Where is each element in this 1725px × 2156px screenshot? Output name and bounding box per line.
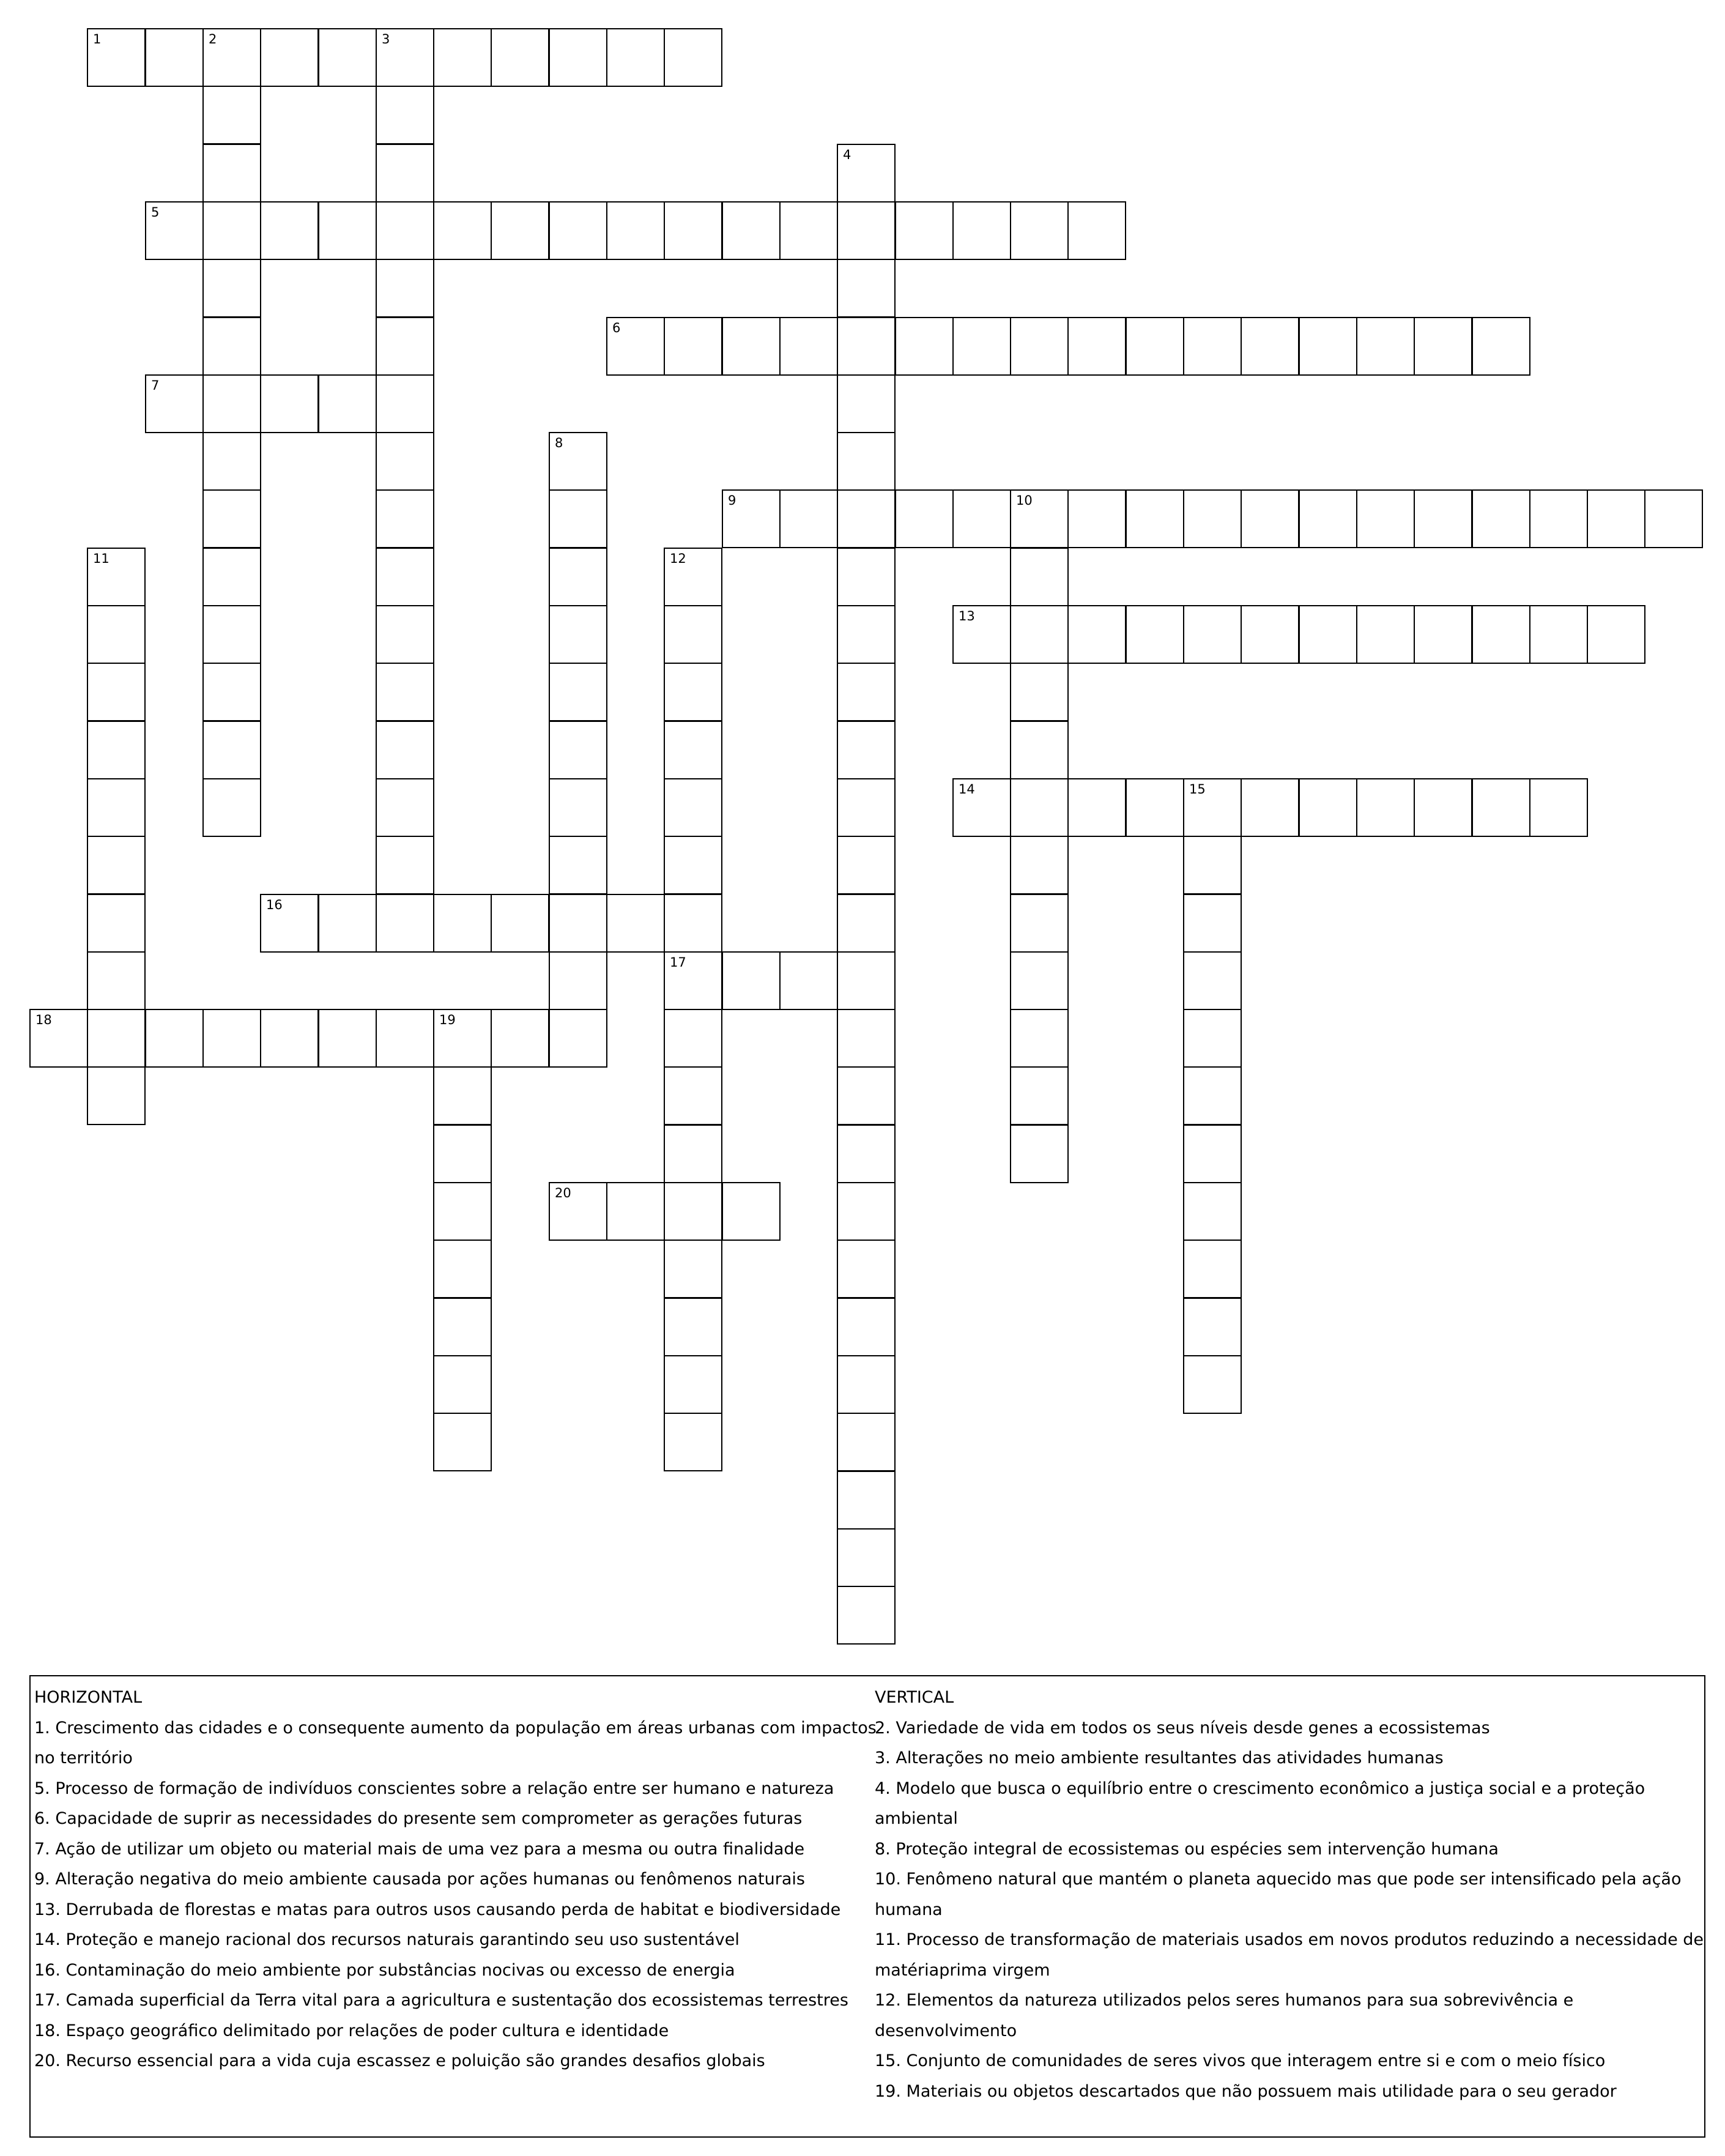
grid-cell[interactable] <box>1356 489 1415 548</box>
grid-cell[interactable] <box>952 778 1011 837</box>
grid-cell[interactable] <box>29 1009 88 1068</box>
clue-number: 6 <box>612 321 621 335</box>
grid-cell[interactable] <box>1529 489 1588 548</box>
across-clue-line: no território <box>34 1749 133 1768</box>
grid-cell[interactable] <box>433 1413 492 1471</box>
grid-cell[interactable] <box>1010 778 1069 837</box>
grid-cell[interactable] <box>837 317 896 376</box>
grid-cell[interactable] <box>87 721 146 779</box>
grid-cell[interactable] <box>145 28 204 87</box>
grid-cell[interactable] <box>779 489 838 548</box>
grid-cell[interactable] <box>664 1182 722 1241</box>
clue-panel <box>29 1675 1705 2138</box>
down-clue-line: desenvolvimento <box>875 2021 1017 2040</box>
grid-cell[interactable] <box>549 548 607 606</box>
grid-cell[interactable] <box>664 951 722 1010</box>
grid-cell[interactable] <box>1414 317 1472 376</box>
grid-cell[interactable] <box>318 1009 377 1068</box>
grid-cell[interactable] <box>895 489 954 548</box>
grid-cell[interactable] <box>491 201 549 260</box>
grid-cell[interactable] <box>1644 489 1703 548</box>
grid-cell[interactable] <box>952 489 1011 548</box>
grid-cell[interactable] <box>606 317 665 376</box>
grid-cell[interactable] <box>837 201 896 260</box>
down-clue-line: ambiental <box>875 1809 958 1828</box>
grid-cell[interactable] <box>376 548 434 606</box>
grid-cell[interactable] <box>837 894 896 953</box>
grid-cell[interactable] <box>491 894 549 953</box>
grid-cell[interactable] <box>722 201 781 260</box>
down-clue-line: 11. Processo de transformação de materiais usados em novos produtos reduzindo a necessidade de <box>875 1930 1704 1949</box>
grid-cell[interactable] <box>1241 489 1299 548</box>
grid-cell[interactable] <box>1010 489 1069 548</box>
clue-number: 2 <box>209 32 217 46</box>
grid-cell[interactable] <box>87 1066 146 1125</box>
grid-cell[interactable] <box>1299 489 1357 548</box>
grid-cell[interactable] <box>1183 317 1242 376</box>
grid-cell[interactable] <box>837 1471 896 1530</box>
clue-number: 7 <box>151 378 160 393</box>
grid-cell[interactable] <box>376 317 434 376</box>
grid-cell[interactable] <box>606 1182 665 1241</box>
grid-cell[interactable] <box>376 201 434 260</box>
grid-cell[interactable] <box>952 605 1011 664</box>
grid-cell[interactable] <box>837 432 896 491</box>
grid-cell[interactable] <box>376 721 434 779</box>
across-clue-line: 7. Ação de utilizar um objeto ou material mais de uma vez para a mesma ou outra finalidade <box>34 1839 805 1859</box>
grid-cell[interactable] <box>1126 489 1184 548</box>
grid-cell[interactable] <box>87 605 146 664</box>
grid-cell[interactable] <box>202 663 261 721</box>
clue-number: 1 <box>93 32 102 46</box>
grid-cell[interactable] <box>549 721 607 779</box>
grid-cell[interactable] <box>664 1066 722 1125</box>
grid-cell[interactable] <box>376 144 434 203</box>
clue-number: 13 <box>959 609 975 623</box>
grid-cell[interactable] <box>549 1182 607 1241</box>
grid-cell[interactable] <box>779 951 838 1010</box>
grid-cell[interactable] <box>202 86 261 144</box>
grid-cell[interactable] <box>952 201 1011 260</box>
clue-number: 20 <box>555 1186 571 1200</box>
grid-cell[interactable] <box>87 778 146 837</box>
grid-cell[interactable] <box>1010 951 1069 1010</box>
grid-cell[interactable] <box>549 432 607 491</box>
grid-cell[interactable] <box>837 605 896 664</box>
grid-cell[interactable] <box>433 1355 492 1414</box>
grid-cell[interactable] <box>1010 894 1069 953</box>
grid-cell[interactable] <box>837 1009 896 1068</box>
grid-cell[interactable] <box>87 951 146 1010</box>
grid-cell[interactable] <box>549 605 607 664</box>
grid-cell[interactable] <box>491 1009 549 1068</box>
grid-cell[interactable] <box>664 1124 722 1183</box>
grid-cell[interactable] <box>433 1124 492 1183</box>
grid-cell[interactable] <box>1183 836 1242 894</box>
grid-cell[interactable] <box>1183 1182 1242 1241</box>
grid-cell[interactable] <box>433 1009 492 1068</box>
grid-cell[interactable] <box>1183 1298 1242 1356</box>
grid-cell[interactable] <box>837 1298 896 1356</box>
grid-cell[interactable] <box>260 28 319 87</box>
grid-cell[interactable] <box>376 86 434 144</box>
grid-cell[interactable] <box>1183 605 1242 664</box>
grid-cell[interactable] <box>1010 1124 1069 1183</box>
grid-cell[interactable] <box>549 28 607 87</box>
grid-cell[interactable] <box>376 432 434 491</box>
grid-cell[interactable] <box>1472 605 1530 664</box>
grid-cell[interactable] <box>433 894 492 953</box>
grid-cell[interactable] <box>145 201 204 260</box>
across-clue-line: 9. Alteração negativa do meio ambiente causada por ações humanas ou fenômenos naturais <box>34 1870 805 1889</box>
grid-cell[interactable] <box>664 201 722 260</box>
across-clue-line: 13. Derrubada de florestas e matas para outros usos causando perda de habitat e biodiversidade <box>34 1900 841 1919</box>
grid-cell[interactable] <box>1126 605 1184 664</box>
grid-cell[interactable] <box>1472 778 1530 837</box>
grid-cell[interactable] <box>606 28 665 87</box>
grid-cell[interactable] <box>1299 778 1357 837</box>
across-clue-line: 6. Capacidade de suprir as necessidades do presente sem comprometer as gerações futuras <box>34 1809 803 1828</box>
grid-cell[interactable] <box>895 201 954 260</box>
grid-cell[interactable] <box>87 836 146 894</box>
grid-cell[interactable] <box>837 259 896 318</box>
grid-cell[interactable] <box>664 1240 722 1298</box>
grid-cell[interactable] <box>1356 605 1415 664</box>
down-clue-line: 12. Elementos da natureza utilizados pelos seres humanos para sua sobrevivência e <box>875 1991 1574 2010</box>
grid-cell[interactable] <box>779 317 838 376</box>
grid-cell[interactable] <box>318 374 377 433</box>
grid-cell[interactable] <box>1241 778 1299 837</box>
grid-cell[interactable] <box>549 663 607 721</box>
grid-cell[interactable] <box>837 1066 896 1125</box>
grid-cell[interactable] <box>837 1413 896 1471</box>
grid-cell[interactable] <box>837 548 896 606</box>
grid-cell[interactable] <box>202 548 261 606</box>
grid-cell[interactable] <box>952 317 1011 376</box>
grid-cell[interactable] <box>376 489 434 548</box>
grid-cell[interactable] <box>1183 778 1242 837</box>
grid-cell[interactable] <box>318 28 377 87</box>
grid-cell[interactable] <box>549 489 607 548</box>
grid-cell[interactable] <box>549 836 607 894</box>
grid-cell[interactable] <box>1587 605 1645 664</box>
grid-cell[interactable] <box>145 374 204 433</box>
grid-cell[interactable] <box>202 432 261 491</box>
grid-cell[interactable] <box>87 1009 146 1068</box>
grid-cell[interactable] <box>549 894 607 953</box>
across-clue-line: 14. Proteção e manejo racional dos recursos naturais garantindo seu uso sustentável <box>34 1930 740 1949</box>
grid-cell[interactable] <box>606 201 665 260</box>
grid-cell[interactable] <box>1472 489 1530 548</box>
grid-cell[interactable] <box>722 951 781 1010</box>
grid-cell[interactable] <box>202 144 261 203</box>
grid-cell[interactable] <box>549 951 607 1010</box>
grid-cell[interactable] <box>779 201 838 260</box>
grid-cell[interactable] <box>664 1298 722 1356</box>
grid-cell[interactable] <box>837 1182 896 1241</box>
grid-cell[interactable] <box>549 201 607 260</box>
grid-cell[interactable] <box>433 201 492 260</box>
grid-cell[interactable] <box>1299 317 1357 376</box>
grid-cell[interactable] <box>1010 605 1069 664</box>
grid-cell[interactable] <box>1183 1355 1242 1414</box>
grid-cell[interactable] <box>202 317 261 376</box>
grid-cell[interactable] <box>837 951 896 1010</box>
grid-cell[interactable] <box>1241 317 1299 376</box>
grid-cell[interactable] <box>1183 894 1242 953</box>
grid-cell[interactable] <box>722 1182 781 1241</box>
across-clue-line: 5. Processo de formação de indivíduos conscientes sobre a relação entre ser humano e natureza <box>34 1779 834 1798</box>
grid-cell[interactable] <box>202 259 261 318</box>
grid-cell[interactable] <box>1356 317 1415 376</box>
grid-cell[interactable] <box>549 778 607 837</box>
grid-cell[interactable] <box>87 28 146 87</box>
grid-cell[interactable] <box>1010 1009 1069 1068</box>
grid-cell[interactable] <box>1183 951 1242 1010</box>
grid-cell[interactable] <box>491 28 549 87</box>
grid-cell[interactable] <box>1183 1009 1242 1068</box>
grid-cell[interactable] <box>664 605 722 664</box>
grid-cell[interactable] <box>664 1413 722 1471</box>
grid-cell[interactable] <box>433 1066 492 1125</box>
grid-cell[interactable] <box>664 1009 722 1068</box>
grid-cell[interactable] <box>376 605 434 664</box>
grid-cell[interactable] <box>1183 1066 1242 1125</box>
grid-cell[interactable] <box>433 28 492 87</box>
grid-cell[interactable] <box>664 1355 722 1414</box>
down-clue-line: 15. Conjunto de comunidades de seres vivos que interagem entre si e com o meio físico <box>875 2051 1606 2070</box>
clue-number: 4 <box>843 147 851 162</box>
grid-cell[interactable] <box>1010 1066 1069 1125</box>
grid-cell[interactable] <box>664 721 722 779</box>
grid-cell[interactable] <box>1010 721 1069 779</box>
down-clue-line: humana <box>875 1900 943 1919</box>
grid-cell[interactable] <box>1067 605 1126 664</box>
down-clues <box>875 1682 1704 2106</box>
down-heading: VERTICAL <box>875 1688 954 1707</box>
grid-cell[interactable] <box>1414 489 1472 548</box>
grid-cell[interactable] <box>837 1355 896 1414</box>
grid-cell[interactable] <box>433 1298 492 1356</box>
clue-number: 19 <box>439 1013 456 1027</box>
grid-cell[interactable] <box>895 317 954 376</box>
grid-cell[interactable] <box>837 836 896 894</box>
grid-cell[interactable] <box>1529 605 1588 664</box>
grid-cell[interactable] <box>837 1528 896 1587</box>
grid-cell[interactable] <box>202 489 261 548</box>
grid-cell[interactable] <box>87 894 146 953</box>
clue-number: 3 <box>382 32 390 46</box>
grid-cell[interactable] <box>202 374 261 433</box>
grid-cell[interactable] <box>376 836 434 894</box>
down-clue-line: 8. Proteção integral de ecossistemas ou espécies sem intervenção humana <box>875 1839 1499 1859</box>
grid-cell[interactable] <box>837 663 896 721</box>
grid-cell[interactable] <box>837 1240 896 1298</box>
grid-cell[interactable] <box>664 317 722 376</box>
grid-cell[interactable] <box>376 1009 434 1068</box>
grid-cell[interactable] <box>837 489 896 548</box>
grid-cell[interactable] <box>1010 663 1069 721</box>
grid-cell[interactable] <box>260 1009 319 1068</box>
down-clue-line: 19. Materiais ou objetos descartados que não possuem mais utilidade para o seu gerador <box>875 2081 1617 2101</box>
grid-cell[interactable] <box>606 894 665 953</box>
grid-cell[interactable] <box>549 1009 607 1068</box>
grid-cell[interactable] <box>1414 778 1472 837</box>
grid-cell[interactable] <box>664 836 722 894</box>
across-clue-line: 18. Espaço geográfico delimitado por relações de poder cultura e identidade <box>34 2021 669 2040</box>
grid-cell[interactable] <box>664 663 722 721</box>
grid-cell[interactable] <box>837 721 896 779</box>
grid-cell[interactable] <box>1126 778 1184 837</box>
grid-cell[interactable] <box>1183 1240 1242 1298</box>
clue-number: 8 <box>555 436 563 450</box>
grid-cell[interactable] <box>1472 317 1530 376</box>
clue-number: 14 <box>959 782 975 797</box>
across-clue-line: 17. Camada superficial da Terra vital para a agricultura e sustentação dos ecossistemas terrestres <box>34 1991 848 2010</box>
grid-cell[interactable] <box>376 28 434 87</box>
grid-cell[interactable] <box>1587 489 1645 548</box>
grid-cell[interactable] <box>260 201 319 260</box>
grid-cell[interactable] <box>318 894 377 953</box>
grid-cell[interactable] <box>664 28 722 87</box>
grid-cell[interactable] <box>664 548 722 606</box>
grid-cell[interactable] <box>376 778 434 837</box>
down-clue-line: 4. Modelo que busca o equilíbrio entre o crescimento econômico a justiça social e a proteção <box>875 1779 1645 1798</box>
grid-cell[interactable] <box>664 894 722 953</box>
grid-cell[interactable] <box>145 1009 204 1068</box>
grid-cell[interactable] <box>202 201 261 260</box>
grid-cell[interactable] <box>433 1240 492 1298</box>
grid-cell[interactable] <box>1067 778 1126 837</box>
grid-cell[interactable] <box>1126 317 1184 376</box>
grid-cell[interactable] <box>202 605 261 664</box>
grid-cell[interactable] <box>433 1182 492 1241</box>
clue-number: 18 <box>35 1013 52 1027</box>
grid-cell[interactable] <box>376 894 434 953</box>
grid-cell[interactable] <box>1241 605 1299 664</box>
clue-number: 5 <box>151 205 160 220</box>
grid-cell[interactable] <box>1356 778 1415 837</box>
clue-number: 9 <box>728 493 736 508</box>
grid-cell[interactable] <box>1010 201 1069 260</box>
grid-cell[interactable] <box>202 721 261 779</box>
down-clue-line: 10. Fenômeno natural que mantém o planeta aquecido mas que pode ser intensificado pela ação <box>875 1870 1682 1889</box>
grid-cell[interactable] <box>664 778 722 837</box>
down-clue-line: matériaprima virgem <box>875 1960 1050 1980</box>
grid-cell[interactable] <box>376 663 434 721</box>
across-clue-line: 16. Contaminação do meio ambiente por substâncias nocivas ou excesso de energia <box>34 1960 735 1980</box>
grid-cell[interactable] <box>202 28 261 87</box>
across-clues <box>34 1682 877 2076</box>
grid-cell[interactable] <box>837 144 896 203</box>
grid-cell[interactable] <box>1414 605 1472 664</box>
across-heading: HORIZONTAL <box>34 1688 143 1707</box>
grid-cell[interactable] <box>87 663 146 721</box>
clue-number: 11 <box>93 551 109 566</box>
clue-number: 16 <box>266 898 283 912</box>
across-clue-line: 1. Crescimento das cidades e o consequente aumento da população em áreas urbanas com impactos <box>34 1718 877 1738</box>
grid-cell[interactable] <box>202 778 261 837</box>
grid-cell[interactable] <box>376 374 434 433</box>
grid-cell[interactable] <box>837 778 896 837</box>
down-clue-line: 2. Variedade de vida em todos os seus níveis desde genes a ecossistemas <box>875 1718 1490 1738</box>
grid-cell[interactable] <box>1010 548 1069 606</box>
grid-cell[interactable] <box>1067 201 1126 260</box>
grid-cell[interactable] <box>1299 605 1357 664</box>
grid-cell[interactable] <box>837 1586 896 1645</box>
grid-cell[interactable] <box>722 489 781 548</box>
grid-cell[interactable] <box>1067 489 1126 548</box>
grid-cell[interactable] <box>260 894 319 953</box>
clue-number: 17 <box>670 955 686 970</box>
across-clue-line: 20. Recurso essencial para a vida cuja escassez e poluição são grandes desafios globais <box>34 2051 765 2070</box>
clue-number: 10 <box>1016 493 1033 508</box>
grid-cell[interactable] <box>376 259 434 318</box>
grid-cell[interactable] <box>1010 317 1069 376</box>
grid-cell[interactable] <box>837 374 896 433</box>
grid-cell[interactable] <box>1010 836 1069 894</box>
grid-cell[interactable] <box>202 1009 261 1068</box>
grid-cell[interactable] <box>1183 489 1242 548</box>
grid-cell[interactable] <box>318 201 377 260</box>
grid-cell[interactable] <box>1529 778 1588 837</box>
grid-cell[interactable] <box>87 548 146 606</box>
clue-number: 15 <box>1189 782 1206 797</box>
grid-cell[interactable] <box>1183 1124 1242 1183</box>
grid-cell[interactable] <box>1067 317 1126 376</box>
grid-cell[interactable] <box>260 374 319 433</box>
clue-number: 12 <box>670 551 686 566</box>
grid-cell[interactable] <box>837 1124 896 1183</box>
down-clue-line: 3. Alterações no meio ambiente resultantes das atividades humanas <box>875 1749 1444 1768</box>
grid-cell[interactable] <box>722 317 781 376</box>
